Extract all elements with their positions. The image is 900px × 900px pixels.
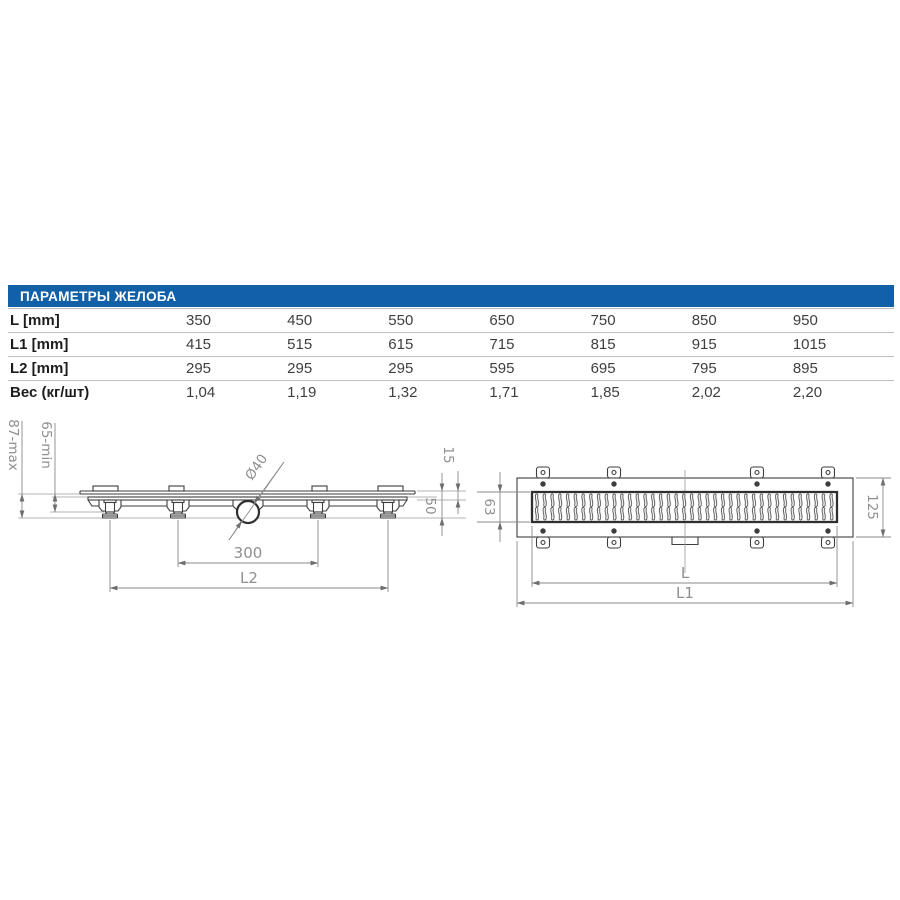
cell: 1,32 — [388, 384, 418, 401]
table-title-bar — [8, 285, 894, 307]
mounting-tab — [751, 467, 764, 487]
cell: 1,85 — [590, 384, 620, 401]
cell: 295 — [287, 360, 313, 377]
top-view-drawing — [470, 440, 900, 625]
row-label: L2 [mm] — [10, 360, 69, 377]
drain-outlet — [229, 451, 284, 540]
row-label: Вес (кг/шт) — [10, 384, 90, 401]
row-label: L [mm] — [10, 312, 60, 329]
cell: 295 — [388, 360, 414, 377]
anchor-tab — [378, 486, 403, 491]
dimension-label-leg-span: L2 — [240, 569, 258, 587]
parameters-table — [8, 285, 894, 404]
cell: 1015 — [792, 336, 827, 353]
cell: 295 — [186, 360, 212, 377]
dimension-label-height-min: 65-min — [38, 421, 54, 469]
height-dimensions — [5, 419, 55, 518]
mounting-tab — [537, 467, 550, 487]
cell: 2,20 — [792, 384, 823, 401]
cell: 695 — [590, 360, 616, 377]
table-row — [8, 380, 894, 404]
mounting-tab — [751, 528, 764, 548]
anchor-tab — [169, 486, 184, 491]
dimension-label-channel-length: L — [680, 564, 690, 582]
anchor-tab — [312, 486, 327, 491]
mounting-tab — [608, 467, 621, 487]
dimension-label-overall-length: L1 — [676, 584, 694, 602]
length-dimensions — [110, 520, 388, 592]
cell: 950 — [792, 312, 818, 329]
cell: 915 — [691, 336, 717, 353]
cell: 1,19 — [287, 384, 317, 401]
dimension-label-body-height: 50 — [422, 497, 438, 515]
cell: 450 — [287, 312, 313, 329]
anchor-tab — [93, 486, 118, 491]
table-row — [8, 356, 894, 380]
cell: 415 — [186, 336, 212, 353]
side-view-drawing — [0, 415, 470, 630]
cell: 615 — [388, 336, 414, 353]
cell: 1,71 — [489, 384, 519, 401]
cell: 350 — [186, 312, 212, 329]
mounting-tab — [822, 528, 835, 548]
dimension-label-grate-width: 63 — [481, 498, 497, 516]
table-row — [8, 332, 894, 356]
cell: 895 — [792, 360, 818, 377]
cell: 650 — [489, 312, 515, 329]
mounting-tab — [822, 467, 835, 487]
cell: 750 — [590, 312, 616, 329]
dimension-label-edge-height: 15 — [440, 446, 456, 464]
mounting-tab — [537, 528, 550, 548]
cell: 795 — [691, 360, 717, 377]
body-width-dimension — [856, 478, 891, 537]
mounting-tab — [608, 528, 621, 548]
dimension-label-body-width: 125 — [864, 494, 880, 520]
cell: 850 — [691, 312, 717, 329]
table-row — [8, 308, 894, 332]
grate — [532, 492, 837, 522]
cell: 2,02 — [691, 384, 721, 401]
cell: 1,04 — [186, 384, 216, 401]
cell: 815 — [590, 336, 616, 353]
cell: 515 — [287, 336, 313, 353]
row-label: L1 [mm] — [10, 336, 69, 353]
cell: 550 — [388, 312, 414, 329]
dimension-label-outlet-leg-spacing: 300 — [233, 544, 263, 562]
grate-width-dimension — [477, 472, 530, 542]
table-title: ПАРАМЕТРЫ ЖЕЛОБА — [20, 288, 177, 304]
dimension-label-outlet-diameter: Ø40 — [242, 451, 272, 484]
cell: 595 — [489, 360, 515, 377]
cell: 715 — [489, 336, 515, 353]
dimension-label-height-max: 87-max — [5, 419, 21, 471]
